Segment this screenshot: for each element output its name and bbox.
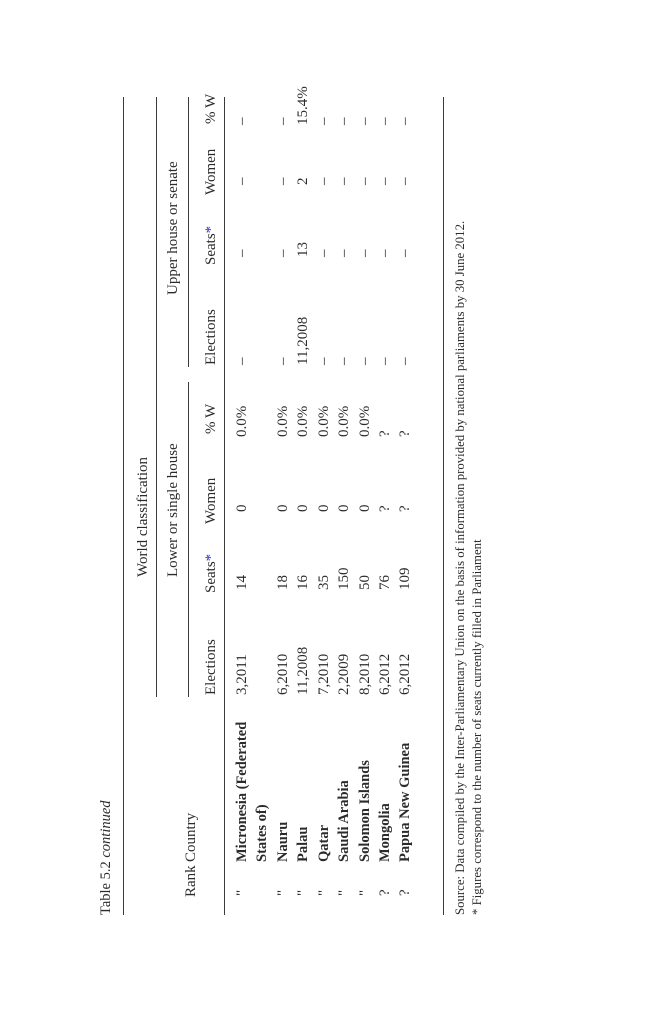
header-upper-women: Women — [203, 148, 219, 195]
cell-l-women: 0 — [336, 504, 352, 512]
cell-l-seats: 14 — [234, 575, 250, 590]
cell-rank: " — [316, 889, 332, 896]
footnote: * Figures correspond to the number of seats currently filled in Parliament — [470, 539, 484, 915]
cell-country: Saudi Arabia — [336, 780, 352, 862]
cell-rank: " — [234, 889, 250, 896]
cell-u-elec: 11,2008 — [295, 316, 311, 365]
cell-l-seats: 150 — [336, 567, 352, 590]
caption-label: Table 5.2 — [98, 861, 114, 915]
cell-u-women: – — [397, 177, 413, 185]
cell-l-women: 0 — [295, 504, 311, 512]
cell-l-elec: 11,2008 — [295, 646, 311, 695]
cell-l-women: 0 — [234, 504, 250, 512]
header-upper-pct: % W — [203, 93, 219, 124]
header-country: Country — [183, 812, 199, 862]
caption-suffix: continued — [98, 800, 114, 858]
cell-country: Solomon Islands — [357, 760, 373, 862]
cell-u-elec: – — [275, 357, 291, 365]
cell-l-women: 0 — [357, 504, 373, 512]
cell-rank: ? — [397, 889, 413, 896]
upper-rule — [188, 97, 189, 367]
cell-l-pct: 0.0% — [295, 405, 311, 437]
cell-l-women: ? — [377, 505, 393, 512]
cell-country: Papua New Guinea — [397, 742, 413, 862]
header-lower-women: Women — [203, 477, 219, 524]
cell-l-women: ? — [397, 505, 413, 512]
header-world: World classification — [135, 456, 151, 577]
cell-u-seats: – — [397, 249, 413, 257]
cell-l-elec: 3,2011 — [234, 654, 250, 695]
cell-l-elec: 6,2012 — [377, 653, 393, 695]
top-rule — [123, 97, 124, 915]
cell-u-pct: – — [377, 117, 393, 125]
cell-u-seats: 13 — [295, 242, 311, 257]
cell-u-pct: – — [316, 117, 332, 125]
cell-l-elec: 7,2010 — [316, 653, 332, 695]
cell-u-pct: – — [397, 117, 413, 125]
header-upper: Upper house or senate — [165, 161, 181, 295]
cell-u-elec: – — [357, 357, 373, 365]
cell-country: Mongolia — [377, 803, 393, 862]
cell-l-pct: ? — [397, 430, 413, 437]
cell-u-pct: – — [336, 117, 352, 125]
header-upper-seats: Seats* — [203, 225, 219, 265]
cell-l-seats: 50 — [357, 575, 373, 590]
cell-rank: " — [275, 889, 291, 896]
cell-country: Micronesia (Federated — [234, 721, 250, 862]
cell-u-seats: – — [377, 249, 393, 257]
cell-l-seats: 18 — [275, 575, 291, 590]
cell-u-women: – — [357, 177, 373, 185]
cell-u-elec: – — [336, 357, 352, 365]
cell-l-elec: 2,2009 — [336, 653, 352, 695]
header-lower-elections: Elections — [203, 639, 219, 695]
bottom-rule — [443, 97, 444, 915]
cell-l-seats: 35 — [316, 575, 332, 590]
table-caption — [98, 800, 115, 915]
cell-l-elec: 6,2012 — [397, 653, 413, 695]
cell-l-pct: 0.0% — [234, 405, 250, 437]
cell-u-women: – — [316, 177, 332, 185]
cell-rank: " — [336, 889, 352, 896]
cell-u-pct: – — [357, 117, 373, 125]
cell-u-women: – — [377, 177, 393, 185]
cell-l-seats: 16 — [295, 575, 311, 590]
cell-l-elec: 6,2010 — [275, 653, 291, 695]
cell-l-pct: 0.0% — [275, 405, 291, 437]
header-lower-pct: % W — [203, 403, 219, 434]
cell-u-seats: – — [316, 249, 332, 257]
cell-l-seats: 109 — [397, 567, 413, 590]
cell-country: Qatar — [316, 824, 332, 862]
source-note: Source: Data compiled by the Inter-Parliamentary Union on the basis of information provided by national parliaments by 30 June 2012. — [453, 220, 467, 915]
header-rank: Rank — [183, 865, 199, 897]
cell-u-women: – — [234, 177, 250, 185]
cell-l-elec: 8,2010 — [357, 653, 373, 695]
header-lower-seats: Seats* — [203, 553, 219, 593]
lower-rule — [188, 382, 189, 697]
cell-rank: " — [295, 889, 311, 896]
cell-u-seats: – — [336, 249, 352, 257]
cell-u-pct: 15.4% — [295, 86, 311, 125]
cell-u-seats: – — [234, 249, 250, 257]
cell-u-elec: – — [234, 357, 250, 365]
cell-u-women: – — [336, 177, 352, 185]
cell-u-seats: – — [275, 249, 291, 257]
cell-country: Palau — [295, 826, 311, 862]
cell-country-line2: States of) — [254, 804, 270, 862]
cell-l-women: 0 — [275, 504, 291, 512]
cell-l-pct: 0.0% — [336, 405, 352, 437]
cell-u-women: – — [275, 177, 291, 185]
cell-u-elec: – — [397, 357, 413, 365]
header-lower: Lower or single house — [165, 443, 181, 577]
header-bottom-rule — [224, 97, 225, 915]
cell-l-seats: 76 — [377, 575, 393, 590]
cell-u-elec: – — [377, 357, 393, 365]
world-rule — [156, 97, 157, 697]
cell-u-elec: – — [316, 357, 332, 365]
cell-country: Nauru — [275, 821, 291, 862]
cell-u-pct: – — [275, 117, 291, 125]
cell-rank: ? — [377, 889, 393, 896]
cell-u-pct: – — [234, 117, 250, 125]
cell-l-pct: 0.0% — [357, 405, 373, 437]
cell-l-pct: ? — [377, 430, 393, 437]
header-upper-elections: Elections — [203, 309, 219, 365]
cell-rank: " — [357, 889, 373, 896]
cell-l-pct: 0.0% — [316, 405, 332, 437]
cell-l-women: 0 — [316, 504, 332, 512]
cell-u-seats: – — [357, 249, 373, 257]
cell-u-women: 2 — [295, 177, 311, 185]
